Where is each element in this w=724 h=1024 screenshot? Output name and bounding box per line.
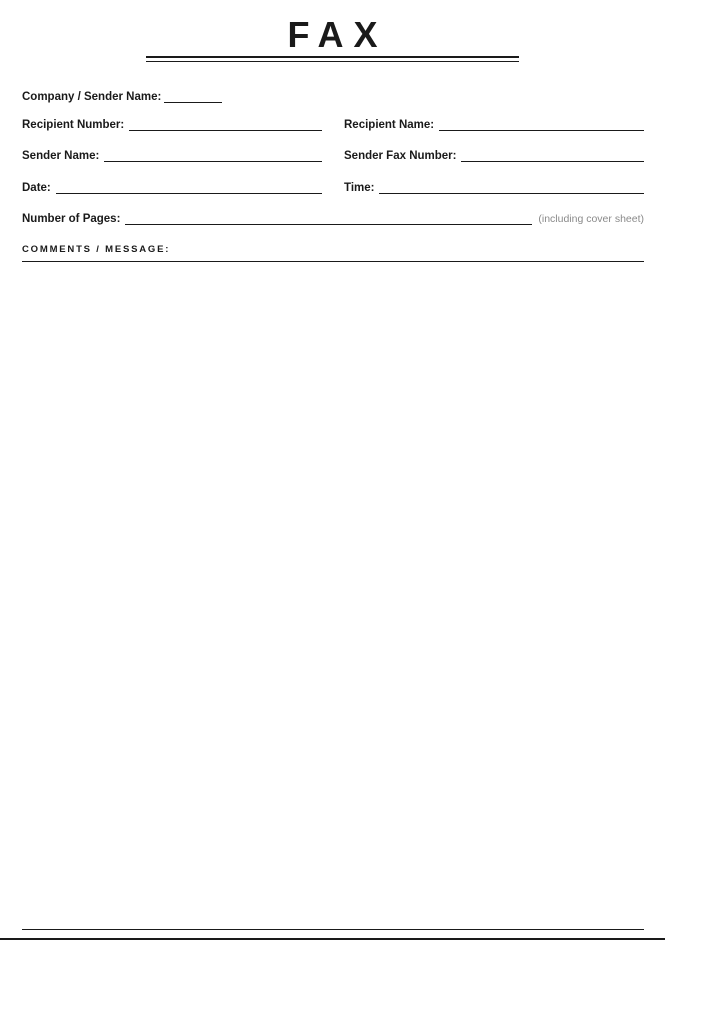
bottom-divider-thin — [22, 929, 644, 930]
title-divider-thin — [146, 61, 519, 62]
recipient-number-row — [22, 112, 322, 132]
date-field[interactable] — [56, 193, 322, 194]
company-sender-name-field[interactable] — [164, 102, 222, 103]
sender-name-label: Sender Name: — [22, 150, 100, 162]
recipient-name-row — [344, 112, 644, 132]
comments-label: COMMENTS / MESSAGE: — [22, 244, 171, 255]
comments-message-area[interactable] — [22, 266, 644, 926]
page-title: FAX — [287, 14, 388, 55]
number-of-pages-label: Number of Pages: — [22, 213, 121, 225]
number-of-pages-row — [22, 206, 644, 226]
bottom-divider-thick — [0, 938, 665, 940]
time-label: Time: — [344, 182, 375, 194]
number-of-pages-note: (including cover sheet) — [538, 213, 644, 225]
recipient-number-label: Recipient Number: — [22, 119, 125, 131]
sender-fax-number-label: Sender Fax Number: — [344, 150, 457, 162]
title-divider-thick — [146, 56, 519, 58]
recipient-name-field[interactable] — [439, 130, 644, 131]
date-label: Date: — [22, 182, 51, 194]
number-of-pages-field[interactable] — [125, 224, 532, 225]
sender-fax-number-field[interactable] — [461, 161, 644, 162]
sender-name-field[interactable] — [104, 161, 322, 162]
time-row — [344, 175, 644, 195]
sender-fax-number-row — [344, 143, 644, 163]
time-field[interactable] — [379, 193, 644, 194]
comments-divider — [22, 261, 644, 262]
company-sender-name-row — [22, 84, 222, 104]
company-sender-name-label: Company / Sender Name: — [22, 91, 162, 103]
recipient-name-label: Recipient Name: — [344, 119, 435, 131]
sender-name-row — [22, 143, 322, 163]
date-row — [22, 175, 322, 195]
recipient-number-field[interactable] — [129, 130, 322, 131]
